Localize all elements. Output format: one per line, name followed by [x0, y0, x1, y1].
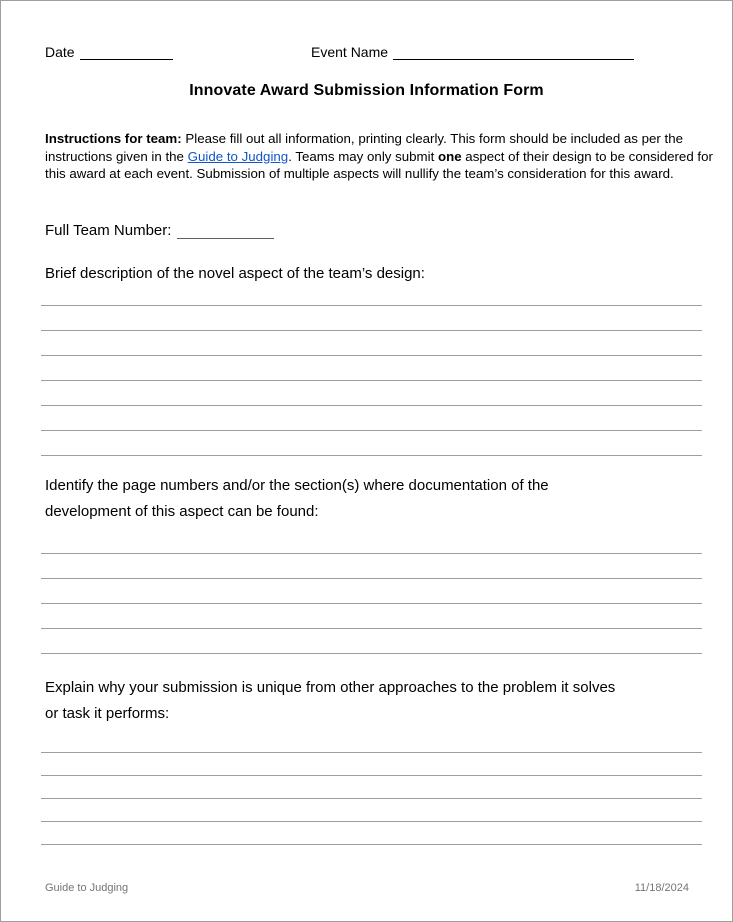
footer-date: 11/18/2024	[634, 882, 689, 894]
answer-write-in-line[interactable]	[41, 554, 702, 579]
date-label: Date	[45, 44, 75, 60]
prompt-line: Identify the page numbers and/or the section(s) where documentation of the	[45, 477, 549, 494]
answer-write-in-line[interactable]	[41, 579, 702, 604]
answer-write-in-line[interactable]	[41, 331, 702, 356]
event-name-input-line[interactable]	[393, 45, 634, 60]
instructions-lead: Instructions for team:	[45, 131, 182, 146]
answer-write-in-line[interactable]	[41, 776, 702, 799]
answer-write-in-line[interactable]	[41, 431, 702, 456]
section-prompt-uniqueness	[45, 675, 725, 727]
instructions-bold-one: one	[437, 148, 462, 164]
footer-document-name: Guide to Judging	[45, 882, 129, 894]
answer-write-in-line[interactable]	[41, 799, 702, 822]
answer-write-in-line[interactable]	[41, 604, 702, 629]
team-number-label: Full Team Number:	[45, 222, 172, 239]
team-number-input-line[interactable]	[177, 224, 274, 239]
answer-write-in-line[interactable]	[41, 730, 702, 753]
prompt-line: or task it performs:	[45, 705, 170, 722]
event-name-label: Event Name	[311, 44, 389, 60]
answer-lines-description	[41, 281, 702, 456]
instructions-paragraph	[45, 130, 715, 183]
answer-lines-uniqueness	[41, 730, 702, 845]
section-prompt-page-numbers	[45, 473, 705, 525]
page-title: Innovate Award Submission Information Form	[189, 82, 544, 99]
answer-write-in-line[interactable]	[41, 381, 702, 406]
team-number-field	[45, 222, 274, 239]
answer-write-in-line[interactable]	[41, 306, 702, 331]
answer-write-in-line[interactable]	[41, 822, 702, 845]
event-name-field	[311, 44, 634, 60]
instructions-text-2: . Teams may only submit	[288, 148, 438, 164]
answer-write-in-line[interactable]	[41, 629, 702, 654]
prompt-line: development of this aspect can be found:	[45, 503, 319, 520]
answer-lines-page-numbers	[41, 529, 702, 654]
answer-write-in-line[interactable]	[41, 281, 702, 306]
instructions-text-1: Please fill out all information, printing clearly. This form should be included as per the instructions given in the	[45, 131, 684, 164]
instructions-text-3: aspect of their design to be considered for this award at each event. Submission of multiple aspects will nullify the team’s consideration for this award.	[45, 148, 713, 181]
answer-write-in-line[interactable]	[41, 356, 702, 381]
prompt-line: Explain why your submission is unique from other approaches to the problem it solves	[45, 679, 616, 696]
date-field	[45, 44, 173, 60]
answer-write-in-line[interactable]	[41, 406, 702, 431]
prompt-line: Brief description of the novel aspect of the team’s design:	[45, 265, 425, 282]
answer-write-in-line[interactable]	[41, 529, 702, 554]
date-input-line[interactable]	[80, 45, 173, 60]
guide-to-judging-link[interactable]: Guide to Judging	[187, 148, 289, 164]
answer-write-in-line[interactable]	[41, 753, 702, 776]
